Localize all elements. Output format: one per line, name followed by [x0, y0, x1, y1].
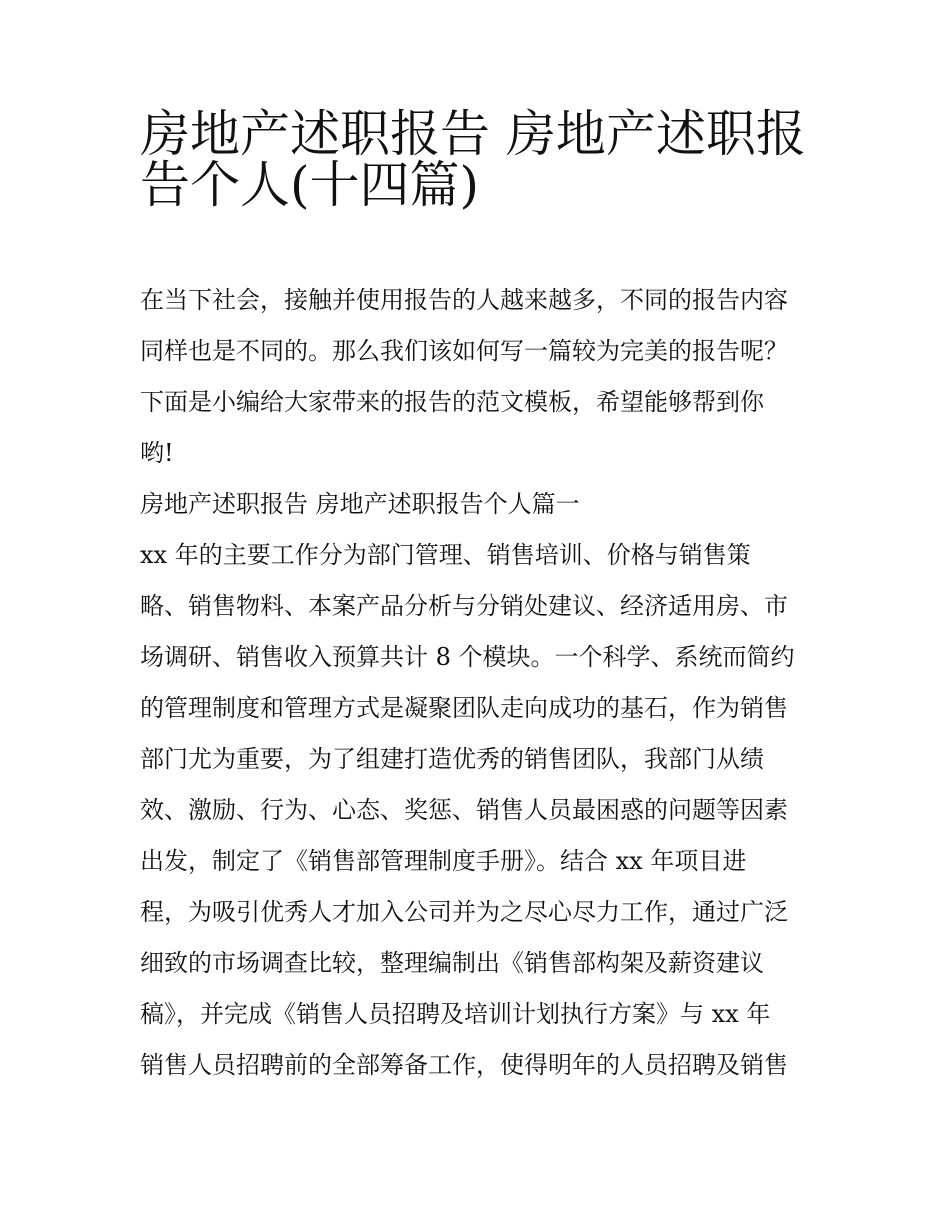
intro-line: 在当下社会，接触并使用报告的人越来越多，不同的报告内容 [140, 286, 788, 314]
body-line: 的管理制度和管理方式是凝聚团队走向成功的基石，作为销售 [140, 694, 788, 722]
body-line: 略、销售物料、本案产品分析与分销处建议、经济适用房、市 [140, 592, 788, 620]
section-heading: 房地产述职报告 房地产述职报告个人篇一 [140, 490, 580, 518]
body-line: 程，为吸引优秀人才加入公司并为之尽心尽力工作，通过广泛 [140, 898, 788, 926]
body-paragraph [140, 533, 830, 1094]
intro-line: 下面是小编给大家带来的报告的范文模板，希望能够帮到你 [140, 388, 764, 416]
title-line: 告个人(十四篇) [140, 156, 480, 214]
document-body [140, 278, 830, 1094]
intro-line: 哟! [140, 439, 174, 467]
body-line: 出发，制定了《销售部管理制度手册》。结合 xx 年项目进 [140, 847, 747, 875]
title-line: 房地产述职报告 房地产述职报 [140, 105, 806, 163]
body-line: 稿》，并完成《销售人员招聘及培训计划执行方案》与 xx 年 [140, 1000, 771, 1028]
intro-paragraph [140, 278, 830, 482]
body-line: 部门尤为重要，为了组建打造优秀的销售团队，我部门从绩 [140, 745, 764, 773]
intro-line: 同样也是不同的。那么我们该如何写一篇较为完美的报告呢？ [140, 337, 788, 365]
body-line: 效、激励、行为、心态、奖惩、销售人员最困惑的问题等因素 [140, 796, 788, 824]
body-line: 细致的市场调查比较，整理编制出《销售部构架及薪资建议 [140, 949, 764, 977]
document-title [140, 105, 820, 214]
body-line: 场调研、销售收入预算共计 8 个模块。一个科学、系统而简约 [140, 643, 795, 671]
body-line: 销售人员招聘前的全部筹备工作，使得明年的人员招聘及销售 [140, 1051, 788, 1079]
body-line: xx 年的主要工作分为部门管理、销售培训、价格与销售策 [140, 541, 751, 569]
